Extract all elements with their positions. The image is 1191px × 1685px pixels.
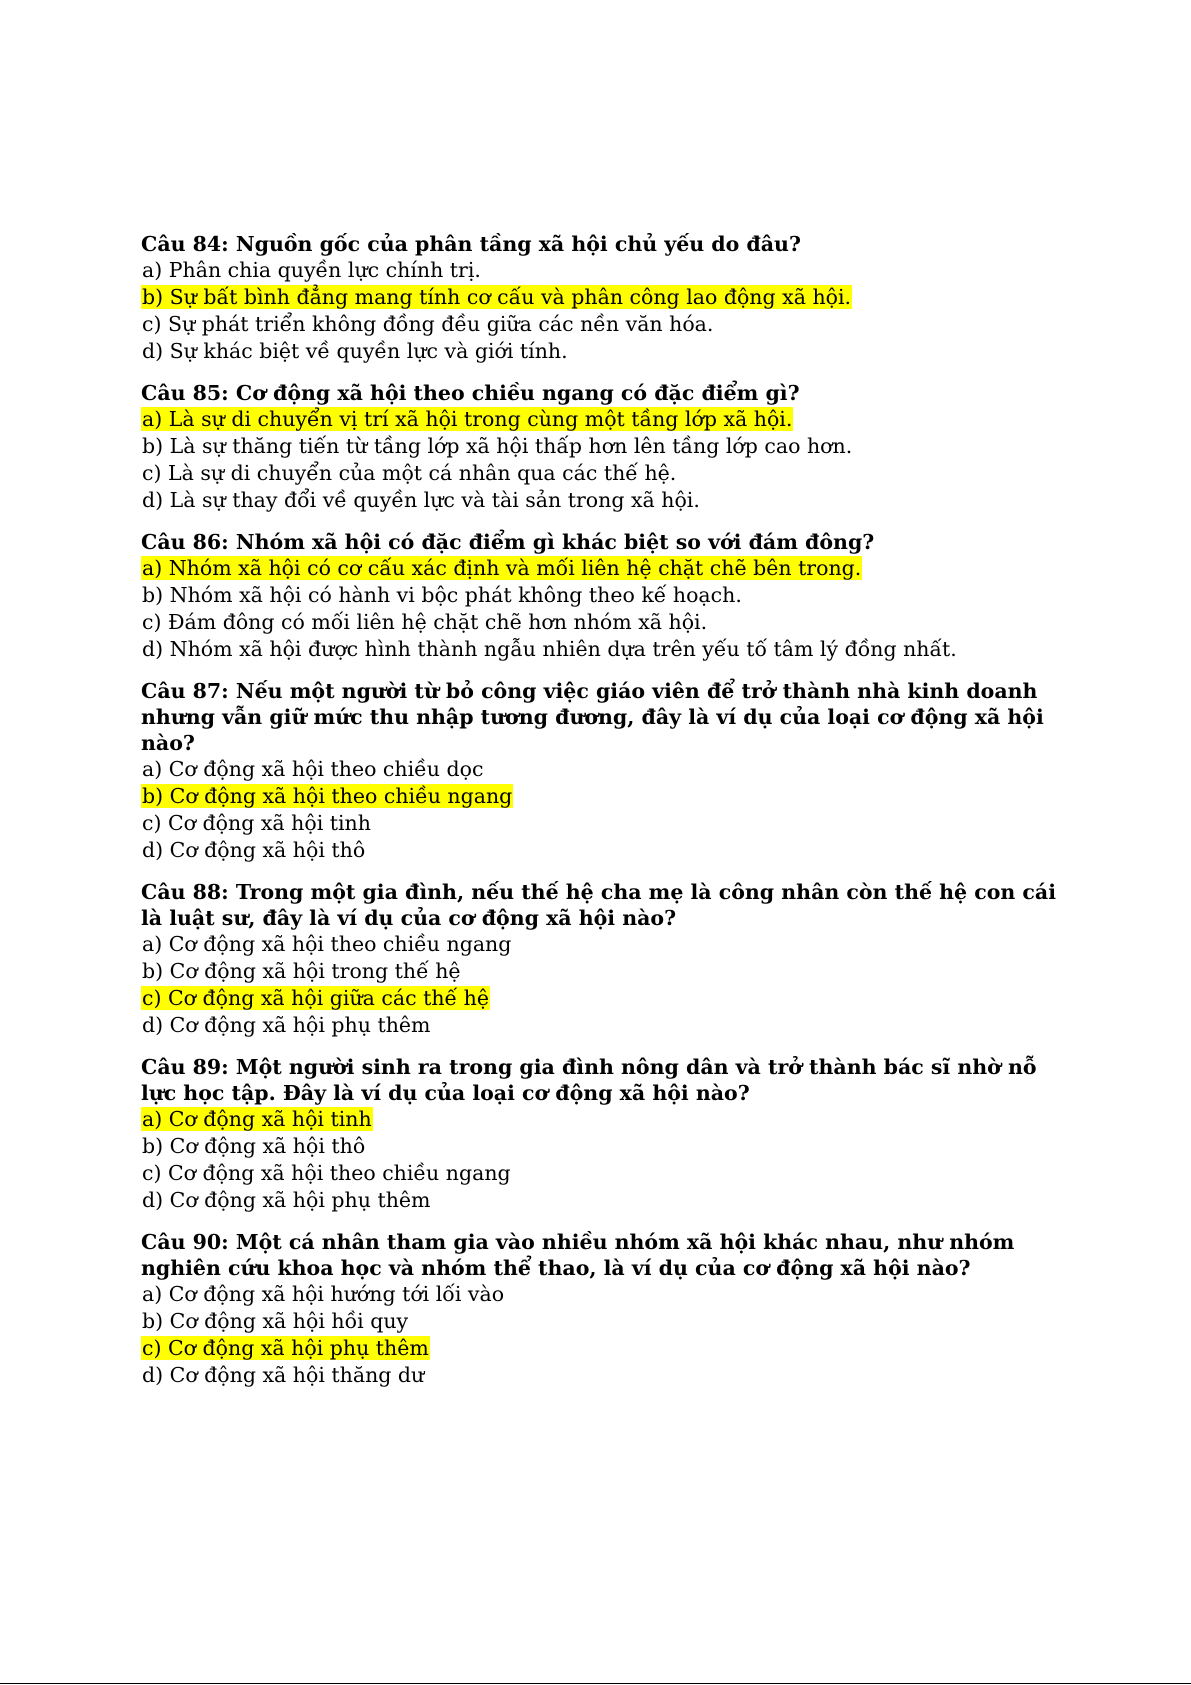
answer-option-correct — [141, 1335, 1071, 1362]
question-block — [141, 231, 1071, 365]
answer-option — [141, 433, 1071, 460]
answer-option-text: c) Cơ động xã hội giữa các thế hệ — [142, 986, 489, 1010]
question-title — [141, 1054, 1071, 1106]
answer-option — [141, 958, 1071, 985]
answer-option — [141, 756, 1071, 783]
question-text: Nhóm xã hội có đặc điểm gì khác biệt so với đám đông? — [235, 530, 875, 554]
answer-option-text: b) Sự bất bình đẳng mang tính cơ cấu và phân công lao động xã hội. — [142, 285, 852, 309]
answer-option-text: d) Cơ động xã hội phụ thêm — [142, 1188, 431, 1212]
answer-option — [141, 1281, 1071, 1308]
answer-option — [141, 1308, 1071, 1335]
answer-option — [141, 257, 1071, 284]
question-block — [141, 529, 1071, 663]
page-bottom-rule — [0, 1683, 1191, 1684]
answer-option-text: d) Cơ động xã hội phụ thêm — [142, 1013, 431, 1037]
question-text: Cơ động xã hội theo chiều ngang có đặc điểm gì? — [235, 381, 800, 405]
question-number: Câu 88: — [141, 880, 229, 904]
answer-option-text: d) Cơ động xã hội thô — [142, 838, 366, 862]
question-number: Câu 86: — [141, 530, 229, 554]
answer-option-text: b) Cơ động xã hội thô — [142, 1134, 366, 1158]
answer-option — [141, 810, 1071, 837]
question-title — [141, 879, 1071, 931]
question-text: Trong một gia đình, nếu thế hệ cha mẹ là công nhân còn thế hệ con cái là luật sư, đây là ví dụ của cơ động xã hội nào? — [141, 880, 1056, 930]
answer-option-text: d) Sự khác biệt về quyền lực và giới tính. — [142, 339, 568, 363]
question-text: Một người sinh ra trong gia đình nông dân và trở thành bác sĩ nhờ nỗ lực học tập. Đây là ví dụ của loại cơ động xã hội nào? — [141, 1055, 1037, 1105]
answer-option-text: b) Cơ động xã hội hồi quy — [142, 1309, 409, 1333]
answer-option-text: c) Đám đông có mối liên hệ chặt chẽ hơn nhóm xã hội. — [142, 610, 708, 634]
answer-option-text: c) Cơ động xã hội tinh — [142, 811, 371, 835]
answer-option-text: b) Nhóm xã hội có hành vi bộc phát không theo kế hoạch. — [142, 583, 742, 607]
question-block — [141, 879, 1071, 1039]
answer-option — [141, 338, 1071, 365]
answer-option-text: d) Nhóm xã hội được hình thành ngẫu nhiên dựa trên yếu tố tâm lý đồng nhất. — [142, 637, 957, 661]
answer-option — [141, 1012, 1071, 1039]
question-number: Câu 84: — [141, 232, 229, 256]
answer-option — [141, 487, 1071, 514]
answer-option-text: b) Là sự thăng tiến từ tầng lớp xã hội thấp hơn lên tầng lớp cao hơn. — [142, 434, 853, 458]
question-number: Câu 89: — [141, 1055, 229, 1079]
answer-option-correct — [141, 1106, 1071, 1133]
answer-option-text: c) Cơ động xã hội theo chiều ngang — [142, 1161, 511, 1185]
answer-option-text: d) Cơ động xã hội thăng dư — [142, 1363, 425, 1387]
answer-option-correct — [141, 284, 1071, 311]
question-title — [141, 529, 1071, 555]
question-text: Một cá nhân tham gia vào nhiều nhóm xã hội khác nhau, như nhóm nghiên cứu khoa học và nhóm thể thao, là ví dụ của cơ động xã hội nào? — [141, 1230, 1015, 1280]
answer-option-text: b) Cơ động xã hội trong thế hệ — [142, 959, 461, 983]
answer-option — [141, 636, 1071, 663]
question-text: Nguồn gốc của phân tầng xã hội chủ yếu do đâu? — [235, 232, 801, 256]
answer-option-correct — [141, 783, 1071, 810]
answer-option — [141, 1160, 1071, 1187]
answer-option — [141, 311, 1071, 338]
answer-option-correct — [141, 985, 1071, 1012]
answer-option — [141, 609, 1071, 636]
answer-option-text: a) Cơ động xã hội hướng tới lối vào — [142, 1282, 505, 1306]
answer-option-correct — [141, 555, 1071, 582]
question-title — [141, 231, 1071, 257]
answer-option — [141, 931, 1071, 958]
question-block — [141, 1054, 1071, 1214]
question-text: Nếu một người từ bỏ công việc giáo viên để trở thành nhà kinh doanh nhưng vẫn giữ mức thu nhập tương đương, đây là ví dụ của loại cơ động xã hội nào? — [141, 679, 1044, 755]
question-title — [141, 380, 1071, 406]
answer-option-correct — [141, 406, 1071, 433]
answer-option — [141, 1187, 1071, 1214]
answer-option — [141, 1362, 1071, 1389]
answer-option — [141, 1133, 1071, 1160]
answer-option-text: a) Nhóm xã hội có cơ cấu xác định và mối liên hệ chặt chẽ bên trong. — [142, 556, 862, 580]
answer-option-text: a) Là sự di chuyển vị trí xã hội trong cùng một tầng lớp xã hội. — [142, 407, 793, 431]
question-number: Câu 85: — [141, 381, 229, 405]
answer-option-text: d) Là sự thay đổi về quyền lực và tài sản trong xã hội. — [142, 488, 700, 512]
answer-option-text: a) Cơ động xã hội theo chiều dọc — [142, 757, 484, 781]
question-block — [141, 678, 1071, 864]
answer-option-text: c) Là sự di chuyển của một cá nhân qua các thế hệ. — [142, 461, 677, 485]
question-number: Câu 87: — [141, 679, 229, 703]
answer-option-text: b) Cơ động xã hội theo chiều ngang — [142, 784, 513, 808]
answer-option-text: c) Sự phát triển không đồng đều giữa các nền văn hóa. — [142, 312, 714, 336]
question-block — [141, 1229, 1071, 1389]
answer-option — [141, 460, 1071, 487]
answer-option-text: a) Phân chia quyền lực chính trị. — [142, 258, 481, 282]
answer-option-text: c) Cơ động xã hội phụ thêm — [142, 1336, 429, 1360]
question-title — [141, 678, 1071, 756]
answer-option-text: a) Cơ động xã hội theo chiều ngang — [142, 932, 512, 956]
question-number: Câu 90: — [141, 1230, 229, 1254]
answer-option — [141, 837, 1071, 864]
document-page — [141, 231, 1071, 1404]
answer-option-text: a) Cơ động xã hội tinh — [142, 1107, 372, 1131]
question-block — [141, 380, 1071, 514]
question-title — [141, 1229, 1071, 1281]
answer-option — [141, 582, 1071, 609]
